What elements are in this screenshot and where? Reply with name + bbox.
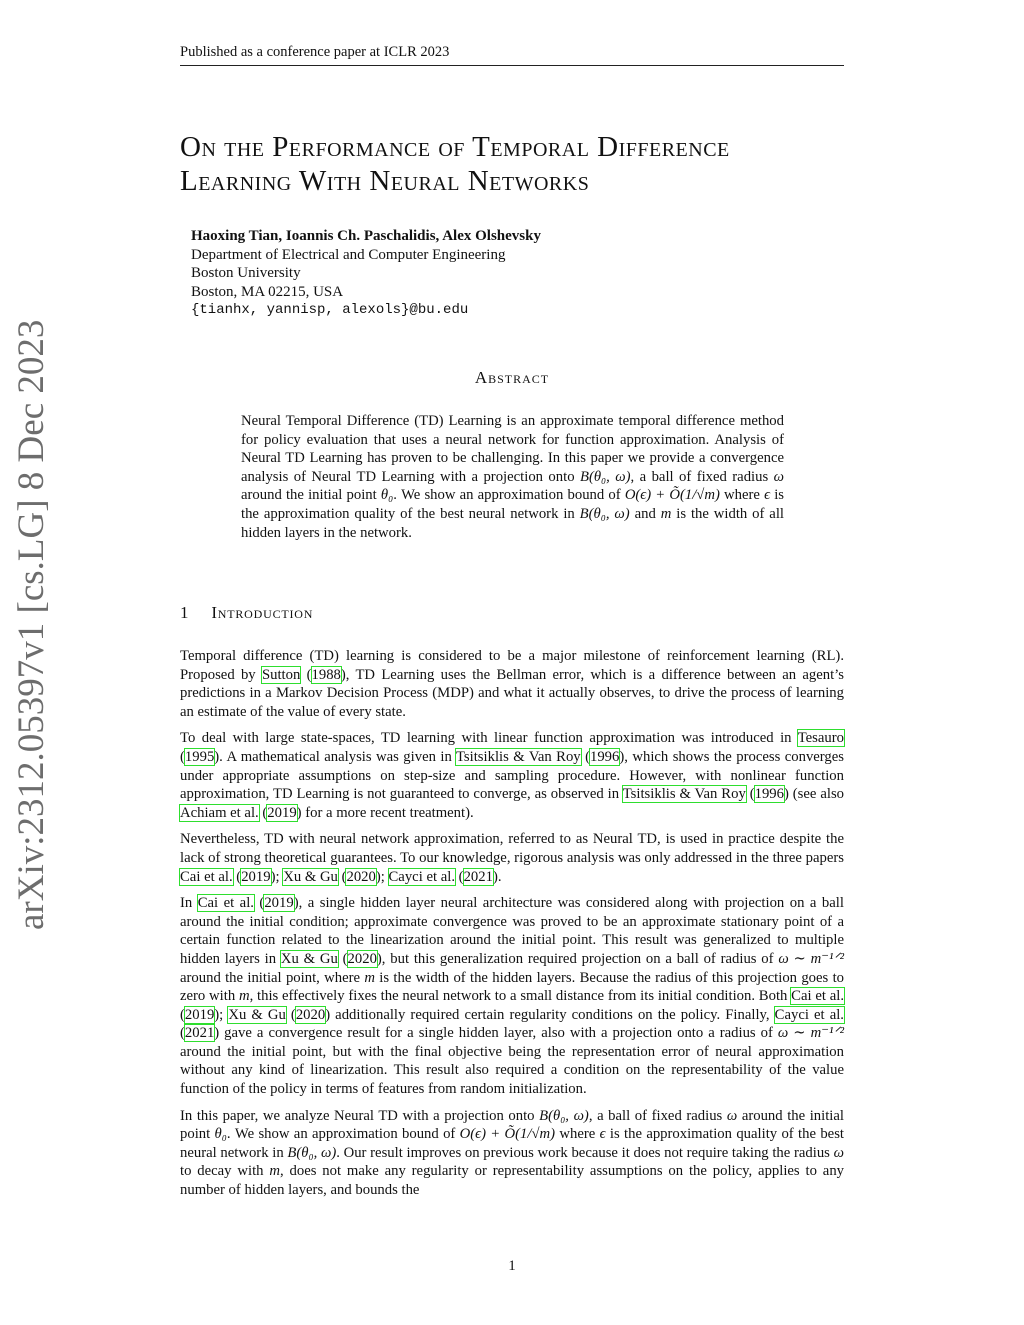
paragraph-text: (: [180, 1006, 185, 1023]
abstract-text: Neural Temporal Difference (TD) Learning is an approximate temporal difference method for policy evaluation that uses a neural network for function approximation. Analysis of Neural TD Learning has proven to be challenging. In this paper we provide a convergence analysis of Neural TD Learning with a projection onto: [241, 413, 784, 485]
citation-link[interactable]: Sutton: [261, 666, 301, 683]
inline-math: O(ϵ) + Õ(1/√m): [459, 1126, 556, 1143]
abstract-text: around the initial point: [241, 487, 381, 504]
citation-link[interactable]: Xu & Gu: [280, 950, 338, 967]
inline-math: m: [364, 969, 375, 986]
paragraph-text: ) gave a convergence result for a single hidden layer, also with a projection onto a radius of: [214, 1025, 778, 1042]
citation-link[interactable]: Cai et al.: [180, 868, 233, 885]
paragraph-text: To deal with large state-spaces, TD learning with linear function approximation was introduced in: [180, 730, 798, 747]
paragraph-text: (: [745, 786, 755, 803]
abstract-text: where: [719, 487, 765, 504]
header-rule: [180, 65, 844, 66]
paragraph-text: where: [555, 1126, 600, 1143]
paragraph-text: (: [258, 804, 268, 821]
paragraph-text: (: [337, 950, 348, 967]
paragraph-text: (: [337, 868, 347, 885]
running-header: Published as a conference paper at ICLR 2023: [180, 44, 450, 60]
paragraph-text: (: [455, 868, 464, 885]
citation-link[interactable]: 2021: [463, 868, 493, 885]
abstract-text: is the width of all hidden layers in the network.: [241, 505, 784, 541]
paragraph-text: );: [214, 1006, 229, 1023]
paragraph-text: In: [180, 895, 198, 912]
introduction-body: [180, 647, 844, 1208]
inline-math: ω ∼ m⁻¹ᐟ²: [778, 950, 845, 967]
paragraph-text: around the initial point, but with the final objective being the representation error of neural approximation without any kind of linearization. This result also required a condition on the representability of the value function of the policy in terms of features from random initialization.: [180, 1043, 844, 1098]
abstract-text: and: [629, 505, 661, 522]
page-number: 1: [508, 1258, 516, 1274]
paragraph-text: Temporal difference (TD) learning is considered to be a major milestone of reinforcement learning (RL). Proposed by: [180, 648, 844, 683]
abstract-math: ϵ: [764, 487, 771, 504]
paragraph-text: ).: [492, 868, 502, 885]
paragraph-text: In this paper, we analyze Neural TD with a projection onto: [180, 1107, 540, 1124]
paragraph-text: ) additionally required certain regularity conditions on the policy. Finally,: [325, 1006, 775, 1023]
citation-link[interactable]: 1988: [311, 666, 341, 683]
author-university: Boston University: [191, 265, 301, 281]
abstract-text: . We show an approximation bound of: [393, 487, 625, 504]
abstract-math: O(ϵ) + Õ(1/√m): [624, 487, 720, 504]
citation-link[interactable]: 2020: [295, 1006, 326, 1023]
citation-link[interactable]: Cayci et al.: [388, 868, 455, 885]
inline-math: ω ∼ m⁻¹ᐟ²: [777, 1025, 844, 1042]
paragraph-4: [180, 894, 844, 1099]
section-heading: [180, 603, 313, 623]
section-number: 1: [180, 603, 190, 622]
paragraph-text: (: [180, 748, 185, 765]
arxiv-side-stamp: arXiv:2312.05397v1 [cs.LG] 8 Dec 2023: [11, 319, 52, 930]
author-email: {tianhx, yannisp, alexols}@bu.edu: [191, 302, 469, 318]
citation-link[interactable]: 2019: [241, 868, 271, 885]
paragraph-2: [180, 729, 844, 822]
paragraph-text: . Our result improves on previous work because it does not require taking the radius: [336, 1144, 834, 1161]
citation-link[interactable]: 2019: [184, 1006, 215, 1023]
abstract-math: B(θ₀, ω): [579, 505, 630, 522]
abstract-math: B(θ₀, ω): [579, 468, 631, 485]
paper-title: [180, 130, 844, 198]
paragraph-text: ), TD Learning uses the Bellman error, which is a difference between an agent’s predictions in a Markov Decision Process (MDP) and what it actually observes, to drive the process of learning an estimate of the value of every state.: [180, 666, 844, 720]
paragraph-text: ), but this generalization required projection on a ball of radius of: [376, 950, 779, 967]
citation-link[interactable]: 1996: [589, 748, 620, 765]
citation-link[interactable]: 2019: [267, 804, 297, 821]
paragraph-text: ) for a more recent treatment).: [296, 804, 474, 821]
citation-link[interactable]: Xu & Gu: [228, 1006, 286, 1023]
paragraph-text: );: [375, 868, 389, 885]
citation-link[interactable]: Cai et al.: [791, 988, 845, 1005]
paragraph-text: (: [285, 1006, 296, 1023]
paragraph-text: (: [180, 1025, 185, 1042]
paragraph-text: . We show an approximation bound of: [226, 1126, 460, 1143]
paragraph-5: [180, 1107, 844, 1200]
inline-math: B(θ₀, ω): [539, 1107, 589, 1124]
paragraph-text: Nevertheless, TD with neural network approximation, referred to as Neural TD, is used in practice despite the lack of strong theoretical guarantees. To our knowledge, rigorous analysis was only addressed in the three papers: [180, 831, 844, 866]
citation-link[interactable]: Cai et al.: [197, 895, 254, 912]
citation-link[interactable]: Achiam et al.: [180, 804, 259, 821]
paragraph-1: [180, 647, 844, 721]
citation-link[interactable]: Cayci et al.: [774, 1006, 844, 1023]
paragraph-text: (: [300, 666, 312, 683]
abstract-heading: Abstract: [474, 368, 550, 387]
paragraph-text: ), which shows the process converges under appropriate assumptions on step-size and sampling procedure. However, with nonlinear function approximation, TD Learning is not guaranteed to converge, as observed in: [180, 748, 845, 803]
citation-link[interactable]: 1995: [184, 748, 215, 765]
abstract-math: θ₀: [380, 487, 394, 504]
author-department: Department of Electrical and Computer Engineering: [191, 246, 506, 263]
citation-link[interactable]: 2020: [346, 868, 376, 885]
citation-link[interactable]: Xu & Gu: [283, 868, 338, 885]
paragraph-text: (: [253, 895, 265, 912]
citation-link[interactable]: 2021: [184, 1025, 215, 1042]
citation-link[interactable]: 2020: [347, 950, 377, 967]
paragraph-text: to decay with: [180, 1163, 270, 1180]
title-line-1: On the Performance of Temporal Difference: [180, 131, 730, 163]
inline-math: B(θ₀, ω): [287, 1144, 337, 1161]
paragraph-text: (: [232, 868, 242, 885]
abstract-body: [241, 412, 784, 542]
abstract-text: , a ball of fixed radius: [630, 468, 774, 485]
paragraph-text: ). A mathematical analysis was given in: [214, 748, 456, 765]
abstract-math: m: [660, 505, 672, 522]
title-line-2: Learning With Neural Networks: [180, 165, 590, 197]
paragraph-text: ) (see also: [783, 786, 844, 803]
paragraph-text: , this effectively fixes the neural network to a small distance from its initial condition. Both: [249, 988, 792, 1005]
paragraph-text: around the initial point, where: [180, 969, 365, 986]
author-names: Haoxing Tian, Ioannis Ch. Paschalidis, Alex Olshevsky: [191, 228, 541, 244]
paragraph-text: is the approximation quality of the best neural network in: [180, 1126, 844, 1161]
author-block: [191, 227, 541, 320]
citation-link[interactable]: Tsitsiklis & Van Roy: [622, 786, 746, 803]
paragraph-text: (: [580, 748, 590, 765]
inline-math: ϵ: [599, 1126, 606, 1143]
inline-math: m: [238, 988, 250, 1005]
citation-link[interactable]: Tesauro: [797, 730, 844, 747]
abstract-math: ω: [773, 468, 784, 485]
inline-math: ω: [833, 1144, 844, 1161]
inline-math: m: [269, 1163, 280, 1180]
paragraph-text: );: [270, 868, 284, 885]
paragraph-text: is the width of the hidden layers. Because the radius of this projection goes to zero with: [180, 969, 844, 1005]
paragraph-text: around the initial point: [180, 1107, 844, 1143]
paragraph-text: ), a single hidden layer neural architecture was considered along with projection on a ball around the initial condition; approximate convergence was proved to be an approximate stationary point of a certain function related to the linearization around the initial point. This result was generalized to multiple hidden layers in: [180, 895, 844, 967]
inline-math: ω: [726, 1107, 738, 1124]
paragraph-3: [180, 830, 844, 886]
abstract-text: is the approximation quality of the best neural network in: [241, 487, 785, 522]
paragraph-text: , does not make any regularity or representability assumptions on the policy, applies to any number of hidden layers, and bounds the: [180, 1163, 845, 1199]
citation-link[interactable]: 1996: [754, 786, 784, 803]
citation-link[interactable]: Tsitsiklis & Van Roy: [455, 748, 581, 765]
section-title: Introduction: [211, 603, 314, 622]
paragraph-text: , a ball of fixed radius: [588, 1107, 727, 1124]
author-address: Boston, MA 02215, USA: [191, 283, 344, 300]
inline-math: θ₀: [214, 1126, 227, 1143]
citation-link[interactable]: 2019: [264, 895, 294, 912]
